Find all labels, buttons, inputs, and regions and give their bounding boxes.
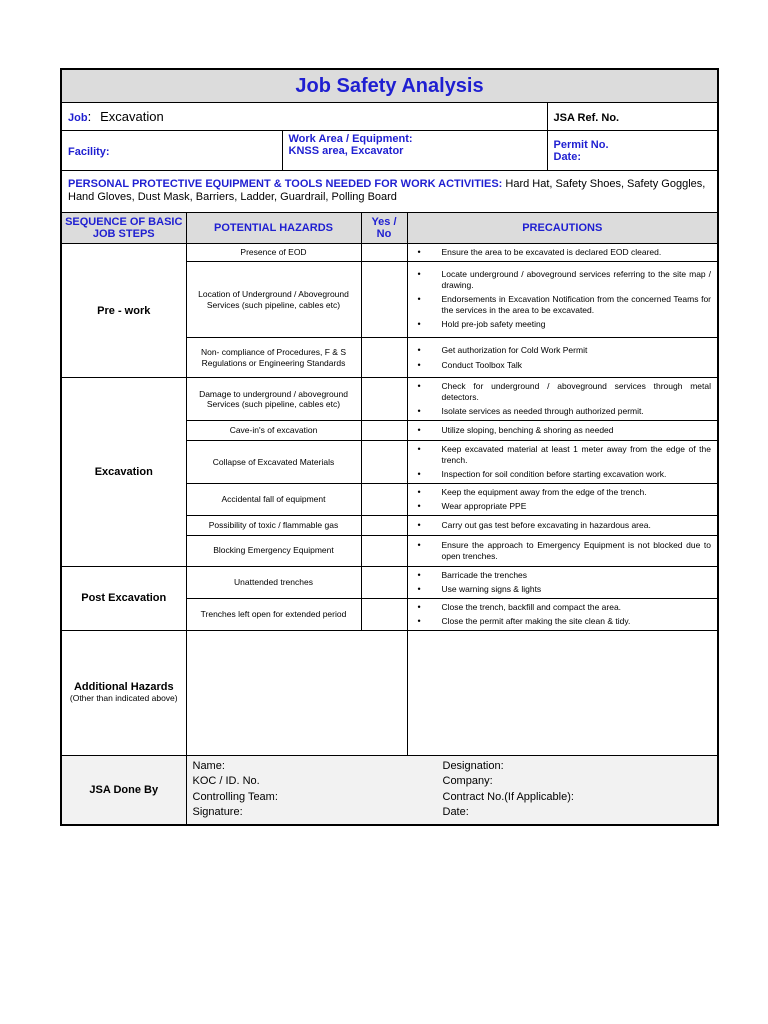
precautions-cell (407, 244, 718, 262)
bullet-icon: • (417, 501, 421, 511)
hazard-cell: Cave-in's of excavation (186, 421, 361, 441)
bullet-icon: • (417, 601, 421, 612)
list-item (414, 360, 712, 371)
hazard-cell: Accidental fall of equipment (186, 483, 361, 515)
job-label: Job (68, 111, 88, 124)
yes-no-cell[interactable] (361, 421, 407, 441)
precautions-list (414, 269, 712, 330)
yes-no-cell[interactable] (361, 262, 407, 338)
precautions-cell (407, 262, 718, 338)
list-item (414, 269, 712, 290)
precaution-text: Keep excavated material at least 1 meter away from the edge of the trench. (441, 444, 712, 465)
table-row (61, 244, 718, 262)
bullet-icon: • (417, 359, 421, 370)
precaution-text: Ensure the area to be excavated is declared EOD cleared. (441, 247, 662, 258)
header-yesno: Yes / No (361, 213, 407, 244)
jsa-field-right: Company: (442, 775, 493, 788)
precautions-cell (407, 515, 718, 535)
precaution-text: Locate underground / aboveground services referring to the site map / drawing. (441, 269, 712, 290)
work-area-value: KNSS area, Excavator (288, 145, 404, 157)
yes-no-cell[interactable] (361, 483, 407, 515)
list-item (414, 406, 712, 417)
jsa-field-right: Contract No.(If Applicable): (442, 790, 574, 803)
job-value: Excavation (100, 108, 164, 124)
jsa-done-by-fields (186, 755, 718, 825)
precautions-list (414, 247, 712, 258)
bullet-icon: • (417, 469, 421, 479)
hazard-cell: Unattended trenches (186, 566, 361, 598)
precautions-list (414, 602, 712, 627)
precautions-list (414, 425, 712, 436)
bullet-icon: • (417, 406, 421, 417)
precaution-text: Wear appropriate PPE (441, 501, 527, 511)
bullet-icon: • (417, 247, 421, 258)
bullet-icon: • (417, 319, 421, 330)
bullet-icon: • (417, 519, 421, 530)
hazard-cell: Location of Underground / Aboveground Services (such pipeline, cables etc) (186, 262, 361, 338)
precaution-text: Use warning signs & lights (441, 584, 542, 594)
bullet-icon: • (417, 616, 421, 626)
additional-hazards-subtitle: (Other than indicated above) (69, 693, 178, 704)
precautions-cell (407, 483, 718, 515)
hazard-cell: Collapse of Excavated Materials (186, 441, 361, 484)
jsa-field-left: Controlling Team: (192, 790, 278, 803)
ppe-text: Hard Hat, Safety Shoes, Safety Goggles, Hand Gloves, Dust Mask, Barriers, Ladder, Guardrail, Polling Board (68, 177, 706, 203)
precautions-list (414, 487, 712, 512)
yes-no-cell[interactable] (361, 441, 407, 484)
yes-no-cell[interactable] (361, 566, 407, 598)
jsa-field-left: KOC / ID. No. (192, 775, 260, 788)
facility-cell (61, 131, 282, 171)
ppe-cell (61, 171, 718, 213)
precaution-text: Utilize sloping, benching & shoring as needed (441, 425, 614, 436)
jsa-ref-label: JSA Ref. No. (553, 111, 620, 124)
hazard-cell: Presence of EOD (186, 244, 361, 262)
precaution-text: Check for underground / aboveground services through metal detectors. (441, 381, 712, 402)
job-cell: Job: Excavation (61, 103, 547, 131)
list-item (414, 570, 712, 581)
precautions-cell (407, 535, 718, 566)
precautions-list (414, 345, 712, 370)
precaution-text: Get authorization for Cold Work Permit (441, 345, 588, 355)
bullet-icon: • (417, 584, 421, 594)
jsa-field-left: Signature: (192, 806, 243, 819)
precaution-text: Isolate services as needed through authorized permit. (441, 406, 644, 417)
work-area-cell (282, 131, 547, 171)
list-item (414, 602, 712, 613)
precautions-cell (407, 338, 718, 378)
list-item (414, 247, 712, 258)
precautions-list (414, 540, 712, 561)
jsa-field-left: Name: (192, 759, 225, 772)
precautions-cell (407, 441, 718, 484)
precaution-text: Keep the equipment away from the edge of the trench. (441, 486, 647, 497)
bullet-icon: • (417, 540, 421, 550)
list-item (414, 444, 712, 465)
list-item (414, 345, 712, 356)
precaution-text: Barricade the trenches (441, 569, 528, 580)
table-row (61, 378, 718, 421)
hazard-cell: Blocking Emergency Equipment (186, 535, 361, 566)
bullet-icon: • (417, 294, 421, 305)
precaution-text: Close the trench, backfill and compact the area. (441, 601, 622, 612)
precaution-text: Close the permit after making the site clean & tidy. (441, 616, 631, 626)
hazard-cell: Non- compliance of Procedures, F & S Regulations or Engineering Standards (186, 338, 361, 378)
bullet-icon: • (417, 444, 421, 454)
precaution-text: Endorsements in Excavation Notification from the concerned Teams for the services in the area to be excavated. (441, 294, 712, 315)
hazard-cell: Trenches left open for extended period (186, 598, 361, 630)
jsa-table (60, 68, 719, 826)
header-sequence: SEQUENCE OF BASIC JOB STEPS (61, 213, 186, 244)
steps-body (61, 244, 718, 631)
ppe-lead: PERSONAL PROTECTIVE EQUIPMENT & TOOLS NEEDED FOR WORK ACTIVITIES: (68, 177, 503, 190)
hazard-cell: Damage to underground / aboveground Services (such pipeline, cables etc) (186, 378, 361, 421)
date-label: Date: (553, 150, 582, 163)
list-item (414, 501, 712, 512)
yes-no-cell[interactable] (361, 338, 407, 378)
precautions-list (414, 520, 712, 531)
jsa-field-right: Designation: (442, 759, 504, 772)
list-item (414, 616, 712, 627)
jsa-fields-grid (193, 759, 712, 821)
job-step: Excavation (61, 378, 186, 567)
yes-no-cell[interactable] (361, 598, 407, 630)
list-item (414, 520, 712, 531)
precaution-text: Conduct Toolbox Talk (441, 359, 522, 370)
list-item (414, 487, 712, 498)
yes-no-cell[interactable] (361, 515, 407, 535)
job-step: Pre - work (61, 244, 186, 378)
precautions-list (414, 570, 712, 595)
page-title: Job Safety Analysis (61, 69, 718, 103)
bullet-icon: • (417, 425, 421, 436)
yes-no-cell[interactable] (361, 244, 407, 262)
hazard-cell: Possibility of toxic / flammable gas (186, 515, 361, 535)
precautions-list (414, 381, 712, 417)
bullet-icon: • (417, 269, 421, 280)
jsa-ref-cell (547, 103, 718, 131)
jsa-done-by-label: JSA Done By (61, 755, 186, 825)
table-row (61, 566, 718, 598)
precautions-list (414, 444, 712, 480)
additional-hazards-cell (61, 630, 186, 755)
precaution-text: Inspection for soil condition before starting excavation work. (441, 469, 667, 479)
jsa-form (60, 68, 717, 826)
list-item (414, 469, 712, 480)
list-item (414, 294, 712, 315)
bullet-icon: • (417, 486, 421, 497)
header-precautions: PRECAUTIONS (407, 213, 718, 244)
bullet-icon: • (417, 569, 421, 580)
yes-no-cell[interactable] (361, 378, 407, 421)
precautions-cell (407, 598, 718, 630)
work-area-label: Work Area / Equipment: (288, 133, 413, 145)
additional-precautions-input[interactable] (407, 630, 718, 755)
precautions-cell (407, 566, 718, 598)
jsa-field-right: Date: (442, 806, 469, 819)
precaution-text: Ensure the approach to Emergency Equipment is not blocked due to open trenches. (441, 540, 712, 561)
list-item (414, 381, 712, 402)
header-hazards: POTENTIAL HAZARDS (186, 213, 361, 244)
yes-no-cell[interactable] (361, 535, 407, 566)
facility-label: Facility: (68, 145, 110, 158)
list-item (414, 319, 712, 330)
additional-hazards-input[interactable] (186, 630, 407, 755)
permit-label: Permit No. (553, 138, 609, 151)
bullet-icon: • (417, 345, 421, 355)
list-item (414, 425, 712, 436)
precaution-text: Carry out gas test before excavating in hazardous area. (441, 519, 651, 530)
additional-hazards-title: Additional Hazards (73, 681, 174, 694)
precautions-cell (407, 421, 718, 441)
precaution-text: Hold pre-job safety meeting (441, 319, 546, 330)
list-item (414, 584, 712, 595)
list-item (414, 540, 712, 561)
precautions-cell (407, 378, 718, 421)
bullet-icon: • (417, 381, 421, 392)
job-step: Post Excavation (61, 566, 186, 630)
permit-cell (547, 131, 718, 171)
